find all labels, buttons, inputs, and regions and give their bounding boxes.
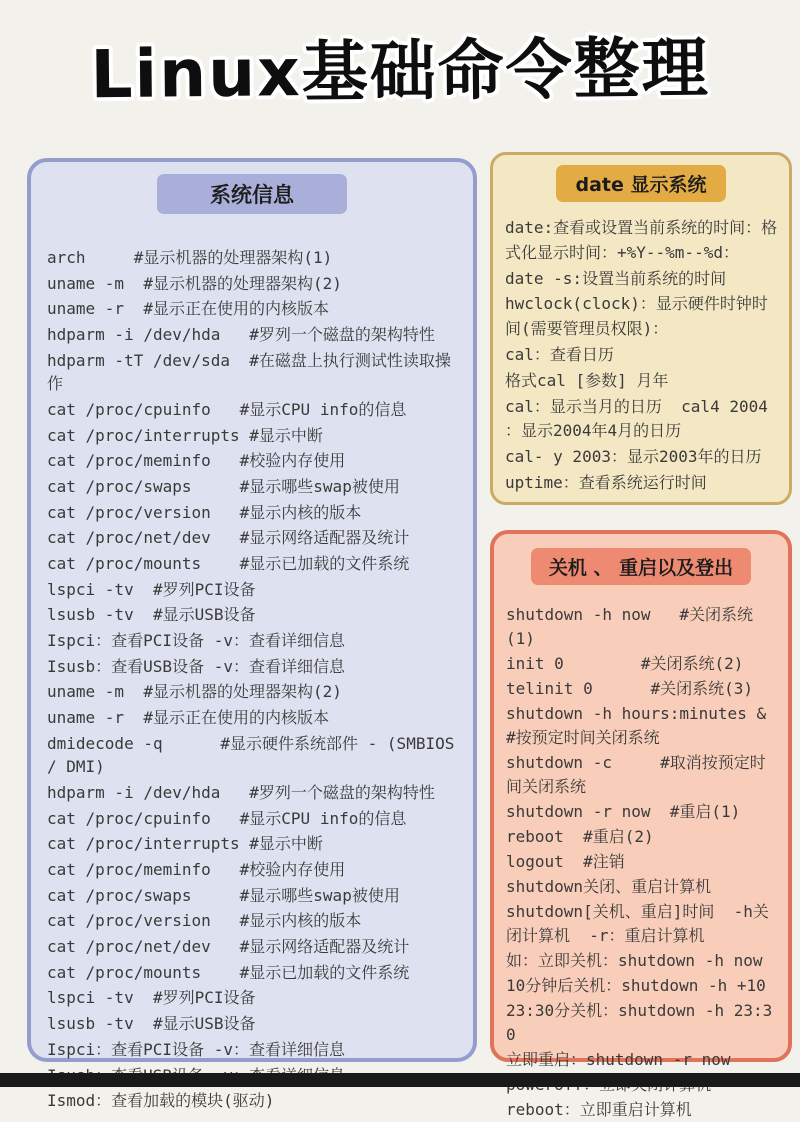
- date-display-command-list: [503, 216, 779, 496]
- date-display-header: date 显示系统: [556, 165, 726, 202]
- command-line: reboot：立即重启计算机: [506, 1100, 692, 1119]
- command-line: init 0 #关闭系统(2): [506, 654, 744, 673]
- command-line: cat /proc/cpuinfo #显示CPU info的信息: [47, 808, 407, 828]
- command-line: reboot #重启(2): [506, 827, 654, 846]
- command-line: hdparm -i /dev/hda #罗列一个磁盘的架构特性: [47, 783, 435, 803]
- command-line: cat /proc/interrupts #显示中断: [47, 425, 323, 445]
- command-line: 如：立即关机：shutdown -h now: [506, 951, 763, 970]
- command-line: uname -r #显示正在使用的内核版本: [47, 299, 329, 319]
- command-line: uptime：查看系统运行时间: [505, 472, 707, 492]
- command-line: date:查看或设置当前系统的时间：格式化显示时间：+%Y--%m--%d：: [505, 218, 778, 262]
- command-line: cat /proc/cpuinfo #显示CPU info的信息: [47, 400, 407, 420]
- command-line: cat /proc/net/dev #显示网络适配器及统计: [47, 528, 410, 548]
- system-info-panel: [27, 158, 477, 1111]
- command-line: cat /proc/net/dev #显示网络适配器及统计: [47, 937, 410, 957]
- command-line: 10分钟后关机：shutdown -h +10: [506, 976, 766, 995]
- command-line: Ismod：查看加载的模块(驱动): [47, 1091, 275, 1111]
- command-line: uname -r #显示正在使用的内核版本: [47, 708, 329, 728]
- command-line: lsusb -tv #显示USB设备: [47, 605, 256, 625]
- command-line: Ispci：查看PCI设备 -v：查看详细信息: [47, 631, 345, 651]
- shutdown-panel: [490, 530, 792, 1119]
- command-line: shutdown -h now #关闭系统(1): [506, 605, 754, 648]
- command-line: hdparm -i /dev/hda #罗列一个磁盘的架构特性: [47, 325, 435, 345]
- command-line: Isusb：查看USB设备 -v：查看详细信息: [47, 656, 345, 676]
- command-line: cat /proc/meminfo #校验内存使用: [47, 860, 346, 880]
- command-line: uname -m #显示机器的处理器架构(2): [47, 273, 342, 293]
- command-line: shutdown[关机、重启]时间 -h关闭计算机 -r：重启计算机: [506, 902, 769, 945]
- command-line: cat /proc/version #显示内核的版本: [47, 911, 362, 931]
- command-line: lspci -tv #罗列PCI设备: [47, 988, 256, 1008]
- command-line: 立即重启：shutdown -r now: [506, 1050, 731, 1069]
- command-line: Ispci：查看PCI设备 -v：查看详细信息: [47, 1039, 345, 1059]
- command-line: shutdown关闭、重启计算机: [506, 877, 712, 896]
- command-line: lspci -tv #罗列PCI设备: [47, 579, 256, 599]
- bottom-black-bar: [0, 1073, 800, 1087]
- system-info-command-list: [43, 246, 464, 1113]
- command-line: uname -m #显示机器的处理器架构(2): [47, 682, 342, 702]
- command-line: cat /proc/mounts #显示已加载的文件系统: [47, 554, 410, 574]
- command-line: shutdown -h hours:minutes & #按预定时间关闭系统: [506, 704, 776, 747]
- command-line: date -s:设置当前系统的时间: [505, 268, 727, 288]
- command-line: cat /proc/meminfo #校验内存使用: [47, 451, 346, 471]
- command-line: cat /proc/swaps #显示哪些swap被使用: [47, 885, 400, 905]
- command-line: cal：显示当月的日历 cal4 2004 ：显示2004年4月的日历: [505, 396, 778, 441]
- command-line: shutdown -r now #重启(1): [506, 802, 741, 821]
- command-line: dmidecode -q #显示硬件系统部件 - (SMBIOS / DMI): [47, 733, 464, 777]
- command-line: cat /proc/mounts #显示已加载的文件系统: [47, 962, 410, 982]
- command-line: lsusb -tv #显示USB设备: [47, 1014, 256, 1034]
- date-display-panel: [490, 152, 792, 505]
- system-info-header: 系统信息: [157, 174, 347, 214]
- command-line: logout #注销: [506, 852, 625, 871]
- command-line: cal：查看日历: [505, 344, 614, 364]
- command-line: cat /proc/version #显示内核的版本: [47, 502, 362, 522]
- shutdown-command-list: [504, 603, 778, 1122]
- command-line: cat /proc/swaps #显示哪些swap被使用: [47, 477, 400, 497]
- shutdown-header: 关机 、 重启以及登出: [531, 548, 751, 585]
- command-line: hdparm -tT /dev/sda #在磁盘上执行测试性读取操作: [47, 350, 451, 394]
- command-line: cat /proc/interrupts #显示中断: [47, 834, 323, 854]
- page-title: Linux基础命令整理: [90, 29, 711, 114]
- command-line: shutdown -c #取消按预定时间关闭系统: [506, 753, 766, 796]
- command-line: cal- y 2003：显示2003年的日历: [505, 447, 762, 467]
- command-line: 23:30分关机：shutdown -h 23:30: [506, 1001, 773, 1044]
- command-line: hwclock(clock)：显示硬件时钟时间(需要管理员权限)：: [505, 294, 768, 339]
- command-line: telinit 0 #关闭系统(3): [506, 679, 754, 698]
- command-line: arch #显示机器的处理器架构(1): [47, 248, 333, 267]
- command-line: 格式cal [参数] 月年: [505, 370, 669, 390]
